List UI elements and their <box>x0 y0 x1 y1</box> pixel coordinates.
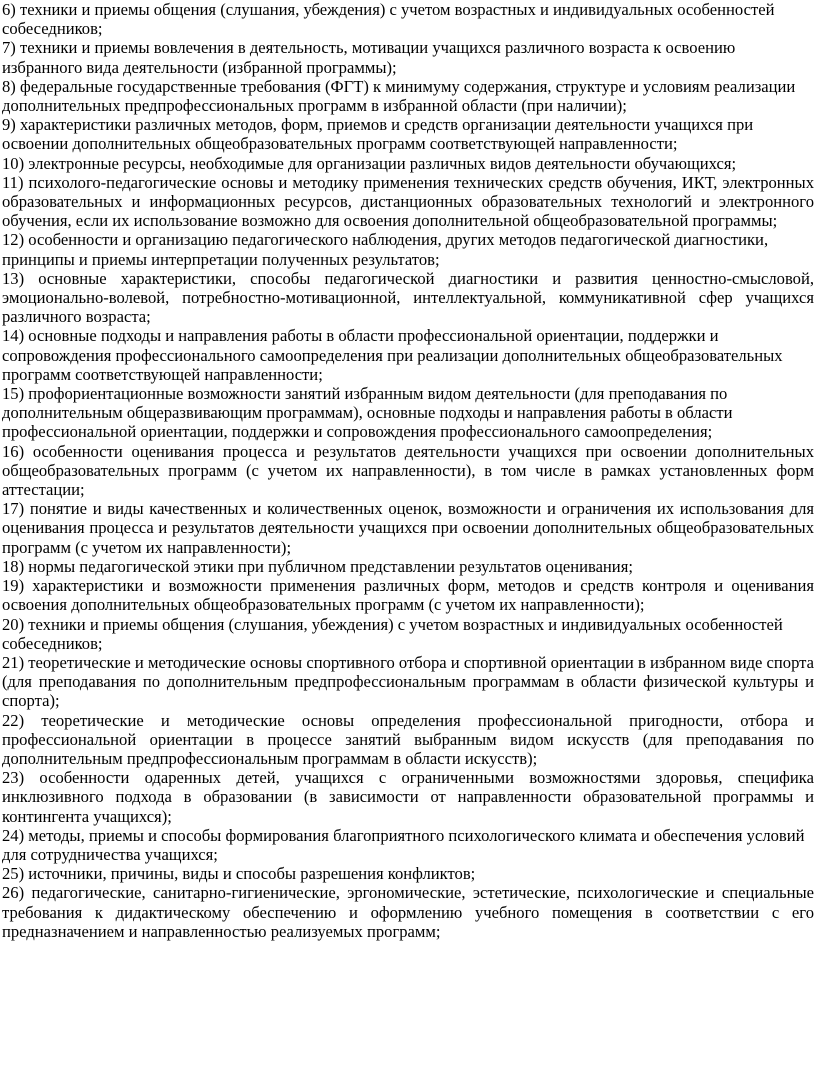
list-item-25: 25) источники, причины, виды и способы разрешения конфликтов; <box>2 864 476 884</box>
list-item-16: 16) особенности оценивания процесса и результатов деятельности учащихся при освоении дополнительных общеобразовательных программ (с учетом их направленности), в том числе в рамках установленных форм аттестации; <box>2 441 814 500</box>
list-item-7: 7) техники и приемы вовлечения в деятельность, мотивации учащихся различного возраста к освоению избранного вида деятельности (избранной программы); <box>2 38 736 77</box>
list-item-21: 21) теоретические и методические основы спортивного отбора и спортивной ориентации в избранном виде спорта (для преподавания по дополнительным предпрофессиональным программам в области физической культуры и спорта); <box>2 652 814 711</box>
list-item-24: 24) методы, приемы и способы формирования благоприятного психологического климата и обеспечения условий для сотрудничества учащихся; <box>2 825 805 864</box>
list-item-9: 9) характеристики различных методов, форм, приемов и средств организации деятельности учащихся при освоении дополнительных общеобразовательных программ соответствующей направленности; <box>2 115 754 154</box>
list-item-6: 6) техники и приемы общения (слушания, убеждения) с учетом возрастных и индивидуальных особенностей собеседников; <box>2 0 775 39</box>
list-item-19: 19) характеристики и возможности применения различных форм, методов и средств контроля и оценивания освоения дополнительных общеобразовательных программ (с учетом их направленности); <box>2 576 814 615</box>
list-item-26: 26) педагогические, санитарно-гигиенические, эргономические, эстетические, психологические и специальные требования к дидактическому обеспечению и оформлению учебного помещения в соответствии с его предназначением и направленностью реализуемых программ; <box>2 883 814 941</box>
list-item-17: 17) понятие и виды качественных и количественных оценок, возможности и ограничения их использования для оценивания процесса и результатов деятельности учащихся при освоении дополнительных общеобразовательных программ (с учетом их направленности); <box>2 499 814 557</box>
list-item-12: 12) особенности и организацию педагогического наблюдения, других методов педагогической диагностики, принципы и приемы интерпретации полученных результатов; <box>2 230 769 269</box>
list-item-11: 11) психолого-педагогические основы и методику применения технических средств обучения, ИКТ, электронных образовательных и информационных ресурсов, дистанционных образовательных технологий и электронного обучения, если их использование возможно для освоения дополнительной общеобразовательной программы; <box>2 172 814 231</box>
list-item-23: 23) особенности одаренных детей, учащихся с ограниченными возможностями здоровья, специфика инклюзивного подхода в образовании (в зависимости от направленности образовательной программы и контингента учащихся); <box>2 768 814 826</box>
list-item-18: 18) нормы педагогической этики при публичном представлении результатов оценивания; <box>2 556 633 576</box>
list-item-10: 10) электронные ресурсы, необходимые для организации различных видов деятельности обучающихся; <box>2 153 737 173</box>
list-item-20: 20) техники и приемы общения (слушания, убеждения) с учетом возрастных и индивидуальных особенностей собеседников; <box>2 614 783 653</box>
list-item-22: 22) теоретические и методические основы определения профессиональной пригодности, отбора и профессиональной ориентации в процессе занятий выбранным видом искусств (для преподавания по дополнительным предпрофессиональным программам в области искусств); <box>2 710 814 768</box>
list-item-8: 8) федеральные государственные требования (ФГТ) к минимуму содержания, структуре и условиям реализации дополнительных предпрофессиональных программ в избранной области (при наличии); <box>2 76 796 116</box>
list-item-15: 15) профориентационные возможности занятий избранным видом деятельности (для преподавания по дополнительным общеразвивающим программам), основные подходы и направления работы в области профессиональной ориентации, поддержки и сопровождения профессионального самоопределения; <box>2 384 733 442</box>
list-item-14: 14) основные подходы и направления работы в области профессиональной ориентации, поддержки и сопровождения профессионального самоопределения при реализации дополнительных общеобразовательных программ соответствующей направленности; <box>2 326 783 384</box>
list-item-13: 13) основные характеристики, способы педагогической диагностики и развития ценностно-смысловой, эмоционально-волевой, потребностно-мотивационной, интеллектуальной, коммуникативной сфер учащихся различного возраста; <box>2 268 814 327</box>
